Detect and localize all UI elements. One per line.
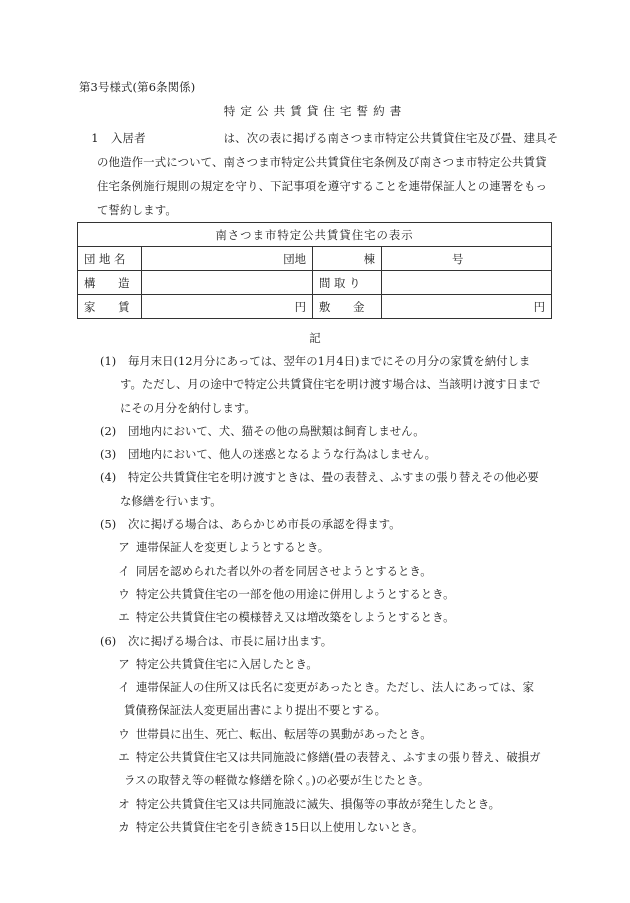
sub-item [100,723,560,746]
sub-item-marker: ア [118,540,130,555]
sub-item-cont: ラスの取替え等の軽微な修繕を除く。)の必要が生じたとき。 [124,773,430,788]
item-number: (2) [100,423,117,438]
danchi-label: 団 地 名 [78,247,142,271]
sub-item [100,653,560,676]
yen-unit: 円 [533,299,546,314]
list-item-cont: す。ただし、月の途中で特定公共賃貸住宅を明け渡す場合は、当該明け渡す日まで [120,377,541,392]
sub-item-marker: イ [118,563,130,578]
sub-item [100,676,560,699]
sub-item [100,816,560,839]
item-number: (3) [100,447,117,462]
item-number: (1) [100,354,117,368]
sub-item-text: 特定公共賃貸住宅を引き続き15日以上使用しないとき。 [136,819,424,834]
item-number: (6) [100,633,117,648]
sub-item-text: 特定公共賃貸住宅又は共同施設に滅失、損傷等の事故が発生したとき。 [136,796,501,811]
to-label: 棟 [363,251,375,266]
table-row [78,247,552,271]
table-header: 南さつま市特定公共賃貸住宅の表示 [78,223,552,247]
item-text: 次に掲げる場合は、市長に届け出ます。 [128,633,333,648]
sub-item [100,606,560,629]
sub-item [100,560,560,583]
sub-item-text: 特定公共賃貸住宅に入居したとき。 [136,656,318,671]
item-text: 次に掲げる場合は、あらかじめ市長の承認を得ます。 [128,517,401,532]
list-item [100,350,560,373]
item-text: 団地内において、他人の迷惑となるような行為はしません。 [128,447,437,462]
yen-unit: 円 [294,299,306,314]
sub-item [100,746,560,769]
danchi-suffix: 団地 [283,251,306,266]
list-item [100,420,560,443]
list-item [100,513,560,536]
pledge-paragraph [79,126,559,222]
sub-item-text: 同居を認められた者以外の者を同居させようとするとき。 [136,563,432,578]
sub-item-text: 特定公共賃貸住宅又は共同施設に修繕(畳の表替え、ふすまの張り替え、破損ガ [136,750,541,765]
go-field[interactable] [382,247,552,271]
shikikin-field[interactable] [382,295,552,319]
kozo-field[interactable] [142,271,313,295]
resident-label: 入居者 [111,131,146,145]
pledge-line-3: 住宅条例施行規則の規定を守り、下記事項を遵守することを連帯保証人との連署をもっ [97,179,548,193]
sub-item [100,536,560,559]
to-field[interactable] [313,247,382,271]
madori-label: 間 取 り [313,271,382,295]
list-item [100,443,560,466]
sub-item [100,583,560,606]
ki-heading: 記 [309,331,321,345]
shikikin-label: 敷 金 [313,295,382,319]
kozo-label: 構 造 [78,271,142,295]
rules-list [100,350,560,839]
pledge-line-1 [79,126,559,150]
sub-item-text: 世帯員に出生、死亡、転出、転居等の異動があったとき。 [136,726,432,741]
madori-field[interactable] [382,271,552,295]
item-number: (5) [100,517,117,532]
document-title: 特定公共賃貸住宅誓約書 [223,104,407,118]
form-number: 第3号様式(第6条関係) [79,80,196,94]
sub-item-text: 連帯保証人を変更しようとするとき。 [136,540,330,555]
sub-item-text: 連帯保証人の住所又は氏名に変更があったとき。ただし、法人にあっては、家 [136,680,534,695]
pledge-line-4: て誓約します。 [97,203,177,217]
sub-item-marker: イ [118,680,130,695]
go-label: 号 [452,251,464,266]
item-text: 特定公共賃貸住宅を明け渡すときは、畳の表替え、ふすまの張り替えその他必要 [128,470,539,485]
item-text: 毎月末日(12月分にあっては、翌年の1月4日)までにその月分の家賃を納付しま [128,354,531,368]
table-row [78,271,552,295]
sub-item-cont: 賃債務保証法人変更届出書により提出不要とする。 [124,703,386,718]
sub-item-marker: ウ [118,586,130,601]
sub-item-marker: オ [118,796,130,811]
sub-item-marker: エ [118,610,130,625]
sub-item-marker: ア [118,656,130,671]
yachin-label: 家 賃 [78,295,142,319]
pledge-text: は、次の表に掲げる南さつま市特定公共賃貸住宅及び畳、建具そ [223,131,559,145]
pledge-number: 1 [91,131,99,145]
list-item-cont: な修繕を行います。 [120,493,222,508]
danchi-field[interactable] [142,247,313,271]
sub-item-text: 特定公共賃貸住宅の模様替え又は増改築をしようとするとき。 [136,610,455,625]
sub-item-text: 特定公共賃貸住宅の一部を他の用途に併用しようとするとき。 [136,586,455,601]
yachin-field[interactable] [142,295,313,319]
table-row [78,295,552,319]
sub-item [100,793,560,816]
item-text: 団地内において、犬、猫その他の鳥獣類は飼育しません。 [128,423,425,438]
sub-item-marker: エ [118,750,130,765]
list-item [100,466,560,489]
list-item-cont: にその月分を納付します。 [120,400,256,415]
sub-item-marker: カ [118,819,130,834]
table-header-row [78,223,552,247]
housing-info-table [77,222,552,319]
item-number: (4) [100,470,117,485]
sub-item-marker: ウ [118,726,130,741]
pledge-line-2: の他造作一式について、南さつま市特定公共賃貸住宅条例及び南さつま市特定公共賃貸 [97,155,547,169]
list-item [100,630,560,653]
